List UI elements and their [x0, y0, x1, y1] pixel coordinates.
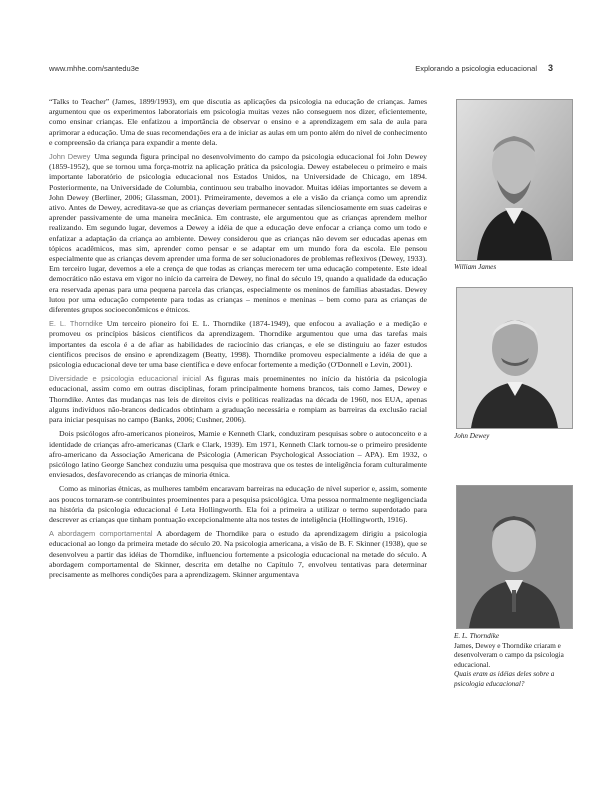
- paragraph-text: Um terceiro pioneiro foi E. L. Thorndike (1874-1949), que enfocou a avaliação e a medição e promoveu os princípios básicos científicos da aprendizagem. Thorndike argumentou que uma das tarefas mais importantes da escola é a de afiar as habilidades de raciocínio das crianças, e ele se distinguiu ao fazer estudos científicos precisos de ensino e aprendizagem (Beatty, 1998). Thorndike promoveu especialmente a idéia de que a psicologia educacional deve ter uma base científica e deve enfocar fortemente a medição (O'Donnell e Levin, 2001).: [49, 319, 428, 370]
- paragraph-text: Uma segunda figura principal no desenvolvimento do campo da psicologia educacional foi John Dewey (1859-1952), que se tornou uma força-motriz na aplicação prática da psicologia. Dewey estabeleceu o primeiro e mais importante laboratório de psicologia educacional nos Estados Unidos, na Universidade de Chicago, em 1894. Posteriormente, na Universidade de Columbia, continuou seu trabalho inovador. Muitas idéias importantes se devem a John Dewey (Berliner, 2006; Glassman, 2001). Primeiramente, devemos a ele a visão da criança como um aprendiz ativo. Antes de Dewey, acreditava-se que as crianças deveriam permanecer sentadas silenciosamente em suas cadeiras e aprender passivamente de uma maneira mecânica. Em contraste, ele argumentou que as crianças aprendem melhor realizando. Em segundo lugar, devemos a Dewey a idéia de que a educação deve enfocar a criança como um todo e enfatizar a adaptação da criança ao ambiente. Dewey considerou que as crianças não devem ser educadas apenas em tópicos acadêmicos, mas sim, aprender como pensar e se adaptar em um mundo fora da escola. Ele pensou especialmente que as crianças devem aprender uma forma de ser solucionadores de problemas reflexivos (Dewey, 1933). Em terceiro lugar, devemos a ele a crença de que todas as crianças merecem ter uma educação competente. Este ideal democrático não estava em vigor no início da carreira de Dewey, no final do século 19, quando a qualidade da educação era reservada apenas para uma pequena parcela das crianças, especialmente os meninos de famílias abastadas. Dewey lutou por uma educação competente para todas as crianças – meninos e meninas – bem como para as crianças de diferentes grupos socioeconômicos e étnicos.: [49, 152, 427, 315]
- page-number: 3: [547, 63, 553, 73]
- photo-thorndike: [456, 485, 573, 629]
- portrait-image: [457, 100, 572, 260]
- portrait-image: [457, 486, 572, 628]
- caption-thorndike-name: E. L. Thorndike: [454, 632, 500, 640]
- caption-thorndike-text: James, Dewey e Thorndike criaram e desenvolveram o campo da psicologia educacional.: [454, 641, 564, 669]
- paragraph-intro: [49, 97, 427, 148]
- photo-william-james: [456, 99, 573, 261]
- paragraph-dewey: [49, 152, 427, 315]
- caption-john-dewey: John Dewey: [454, 432, 490, 440]
- paragraph-diversity: [49, 374, 427, 425]
- main-text-column: [49, 97, 427, 584]
- paragraph-thorndike: [49, 319, 427, 370]
- paragraph-text: A abordagem de Thorndike para o estudo da aprendizagem dirigiu a psicologia educacional ao longo da primeira metade do século 20. Na psicologia americana, a visão de B. F. Skinner (1938), que se desenvolveu a partir das idéias de Thorndike, influenciou fortemente a psicologia educacional na metade do século. A abordagem comportamental de Skinner, descrita em detalhe no Capítulo 7, envolveu tentativas para determinar precisamente as melhores condições para a aprendizagem. Skinner argumentava: [49, 529, 427, 579]
- paragraph-behavioral: [49, 529, 427, 580]
- portrait-image: [457, 288, 572, 428]
- caption-william-james: William James: [454, 263, 497, 271]
- caption-thorndike-question: Quais eram as idéias deles sobre a psicologia educacional?: [454, 670, 555, 688]
- paragraph-text: “Talks to Teacher” (James, 1899/1993), em que discutia as aplicações da psicologia na educação de crianças. James argumentou que os experimentos laboratoriais em psicologia muitas vezes não conseguem nos dizer, eficientemente, como ensinar crianças. Ele enfatizou a importância de observar o ensino e a aprendizagem em sala de aula para aprimorar a educação. Uma de suas recomendações era a de iniciar as aulas em um ponto além do nível de conhecimento e compreensão da criança para expandir a mente dela.: [49, 97, 427, 147]
- section-head-thorndike: E. L. Thorndike: [49, 319, 103, 329]
- section-head-behavioral: A abordagem comportamental: [49, 529, 153, 539]
- section-head-dewey: John Dewey: [49, 152, 91, 162]
- paragraph-text: Como as minorias étnicas, as mulheres também encaravam barreiras na educação de nível superior e, assim, somente aos poucos tornaram-se contribuintes proeminentes para a pesquisa psicológica. Uma pessoa normalmente negligenciada na história da psicologia educacional é Leta Hollingworth. Ela foi a primeira a utilizar o termo superdotado para descrever as crianças que tinham pontuação excepcionalmente alta nos testes de inteligência (Hollingworth, 1916).: [49, 484, 427, 524]
- caption-thorndike-block: [454, 632, 570, 690]
- running-header: [49, 64, 553, 78]
- paragraph-clark: [49, 429, 427, 480]
- photo-john-dewey: [456, 287, 573, 429]
- paragraph-women: [49, 484, 427, 525]
- header-chapter-title: Explorando a psicologia educacional: [415, 64, 537, 73]
- section-head-diversity: Diversidade e psicologia educacional inicial: [49, 374, 201, 384]
- header-url: www.mhhe.com/santedu3e: [49, 64, 140, 73]
- paragraph-text: As figuras mais proeminentes no início da história da psicologia educacional, assim como em outras disciplinas, foram principalmente homens brancos, tais como James, Dewey e Thorndike. Antes das mudanças nas leis de direitos civis e políticas realizadas na década de 1960, nos EUA, apenas alguns indivíduos não-brancos dedicados obtinham a graduação necessária e rompiam as barreiras da exclusão racial para iniciar pesquisas no campo (Banks, 2006; Cushner, 2006).: [49, 374, 427, 425]
- paragraph-text: Dois psicólogos afro-americanos pioneiros, Mamie e Kenneth Clark, conduziram pesquisas sobre o autoconceito e a identidade de crianças afro-americanas (Clark e Clark, 1939). Em 1971, Kenneth Clark tornou-se o primeiro presidente afro-americano da Associação Americana de Psicologia (American Psychological Association – APA). Em 1932, o psicólogo latino George Sanchez conduziu uma pesquisa que mostrava que os testes de inteligência foram culturalmente enviesados, desfavorecendo as crianças de minoria étnica.: [49, 429, 427, 480]
